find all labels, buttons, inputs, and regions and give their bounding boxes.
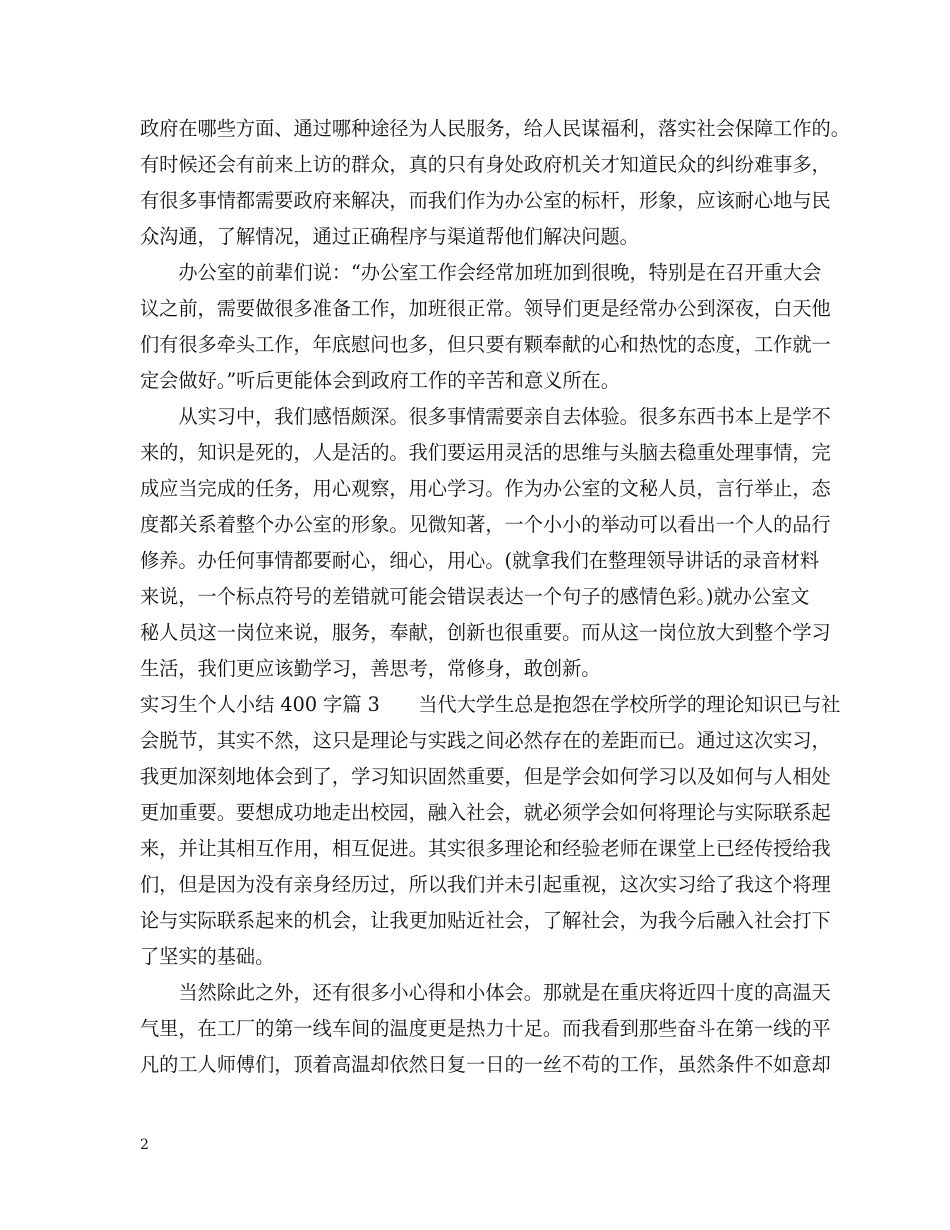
text-line: 有很多事情都需要政府来解决，而我们作为办公室的标杆，形象，应该耐心地与民	[140, 189, 831, 212]
text-line: 来说，一个标点符号的差错就可能会错误表达一个句子的感情色彩。)就办公室文	[140, 585, 810, 608]
text-line: 了坚实的基础。	[140, 945, 275, 968]
text-line: 当然除此之外，还有很多小心得和小体会。那就是在重庆将近四十度的高温天	[140, 981, 831, 1004]
text-line: 秘人员这一岗位来说，服务，奉献，创新也很重要。而从这一岗位放大到整个学习	[140, 621, 831, 644]
text-line: 办公室的前辈们说：“办公室工作会经常加班加到很晚，特别是在召开重大会	[140, 261, 822, 284]
text-line: 生活，我们更应该勤学习，善思考，常修身，敢创新。	[140, 657, 601, 680]
text-line: 定会做好。”听后更能体会到政府工作的辛苦和意义所在。	[140, 369, 620, 392]
text-line: 来的，知识是死的，人是活的。我们要运用灵活的思维与头脑去稳重处理事情，完	[140, 441, 831, 464]
text-line: 会脱节，其实不然，这只是理论与实践之间必然存在的差距而已。通过这次实习，	[140, 729, 831, 752]
text-line: 修养。办任何事情都要耐心，细心，用心。(就拿我们在整理领导讲话的录音材料	[140, 549, 820, 572]
text-line: 成应当完成的任务，用心观察，用心学习。作为办公室的文秘人员，言行举止，态	[140, 477, 831, 500]
text-line: 论与实际联系起来的机会，让我更加贴近社会，了解社会，为我今后融入社会打下	[140, 909, 831, 932]
text-line: 们有很多牵头工作，年底慰问也多，但只要有颗奉献的心和热忱的态度，工作就一	[140, 333, 831, 356]
text-line: 气里，在工厂的第一线车间的温度更是热力十足。而我看到那些奋斗在第一线的平	[140, 1017, 831, 1040]
text-line: 们，但是因为没有亲身经历过，所以我们并未引起重视，这次实习给了我这个将理	[140, 873, 831, 896]
text-line: 更加重要。要想成功地走出校园，融入社会，就必须学会如何将理论与实际联系起	[140, 801, 831, 824]
text-line: 来，并让其相互作用，相互促进。其实很多理论和经验老师在课堂上已经传授给我	[140, 837, 831, 860]
page-number: 2	[140, 1137, 149, 1153]
text-line: 凡的工人师傅们，顶着高温却依然日复一日的一丝不苟的工作，虽然条件不如意却	[140, 1053, 831, 1076]
text-line: 度都关系着整个办公室的形象。见微知著，一个小小的举动可以看出一个人的品行	[140, 513, 831, 536]
section-heading-line: 实习生个人小结 400 字篇 3 当代大学生总是抱怨在学校所学的理论知识已与社	[140, 693, 841, 716]
text-line: 我更加深刻地体会到了，学习知识固然重要，但是学会如何学习以及如何与人相处	[140, 765, 831, 788]
text-line: 议之前，需要做很多准备工作，加班很正常。领导们更是经常办公到深夜，白天他	[140, 297, 831, 320]
text-line: 政府在哪些方面、通过哪种途径为人民服务，给人民谋福利，落实社会保障工作的。	[140, 117, 850, 140]
text-line: 从实习中，我们感悟颇深。很多事情需要亲自去体验。很多东西书本上是学不	[140, 405, 831, 428]
text-line: 众沟通，了解情况，通过正确程序与渠道帮他们解决问题。	[140, 225, 639, 248]
text-line: 有时候还会有前来上访的群众，真的只有身处政府机关才知道民众的纠纷难事多，	[140, 153, 831, 176]
